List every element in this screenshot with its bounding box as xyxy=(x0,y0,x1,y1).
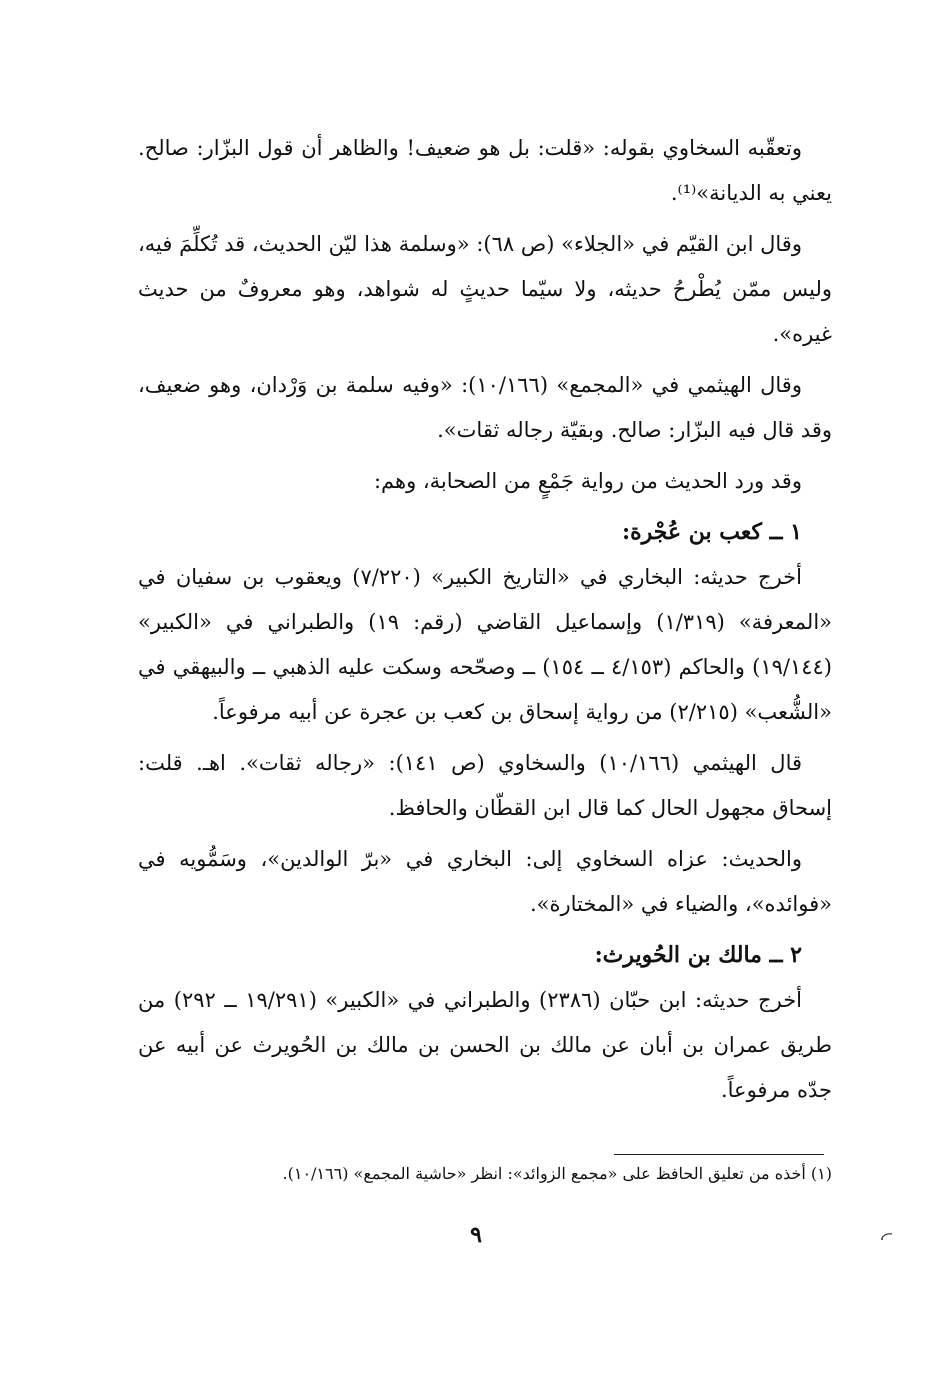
section-heading-kaab: ١ ــ كعب بن عُجْرة: xyxy=(621,519,802,545)
scan-speck-icon xyxy=(880,1232,894,1240)
paragraph-sakhawi-comment: وتعقّبه السخاوي بقوله: «قلت: بل هو ضعيف! والظاهر أن قول البزّار: صالح. يعني به الديانة»⁽¹⁾. xyxy=(138,136,832,205)
paragraph-ibn-qayyim: وقال ابن القيّم في «الجلاء» (ص ٦٨): «وسلمة هذا ليّن الحديث، قد تُكلِّمَ فيه، وليس ممّن يُطْرحُ حديثه، ولا سيّما حديثٍ له شواهد، وهو معروفٌ من حديث غيره». xyxy=(138,232,832,346)
footnote-1: (١) أخذه من تعليق الحافظ على «مجمع الزوائد»: انظر «حاشية المجمع» (١٠/١٦٦). xyxy=(282,1164,832,1183)
paragraph-kaab-grading: قال الهيثمي (١٠/١٦٦) والسخاوي (ص ١٤١): «رجاله ثقات». اهـ. قلت: إسحاق مجهول الحال كما قال ابن القطّان والحافظ. xyxy=(138,751,832,820)
paragraph-intro-companions: وقد ورد الحديث من رواية جَمْعٍ من الصحابة، وهم: xyxy=(373,469,802,493)
main-text xyxy=(138,126,832,1119)
page-number: ٩ xyxy=(470,1222,482,1248)
section-heading-malik: ٢ ــ مالك بن الحُويرث: xyxy=(594,942,802,968)
paragraph-haythami: وقال الهيثمي في «المجمع» (١٠/١٦٦): «وفيه سلمة بن وَرْدان، وهو ضعيف، وقد قال فيه البزّار: صالح. وبقيّة رجاله ثقات». xyxy=(138,373,832,442)
paragraph-kaab-takhrij: أخرج حديثه: البخاري في «التاريخ الكبير» (٧/٢٢٠) ويعقوب بن سفيان في «المعرفة» (١/٣١٩) وإسماعيل القاضي (رقم: ١٩) والطبراني في «الكبير» (١٩/١٤٤) والحاكم (٤/١٥٣ ــ ١٥٤) ــ وصحّحه وسكت عليه الذهبي ــ والبيهقي في «الشُّعب» (٢/٢١٥) من رواية إسحاق بن كعب بن عجرة عن أبيه مرفوعاً. xyxy=(138,565,832,724)
paragraph-malik-takhrij: أخرج حديثه: ابن حبّان (٢٣٨٦) والطبراني في «الكبير» (١٩/٢٩١ ــ ٢٩٢) من طريق عمران بن أبان عن مالك بن الحسن بن مالك بن الحُويرث عن أبيه عن جدّه مرفوعاً. xyxy=(138,988,832,1102)
footnote-divider xyxy=(614,1154,824,1155)
paragraph-kaab-attribution: والحديث: عزاه السخاوي إلى: البخاري في «برّ الوالدين»، وسَمُّويه في «فوائده»، والضياء في «المختارة». xyxy=(138,847,832,916)
